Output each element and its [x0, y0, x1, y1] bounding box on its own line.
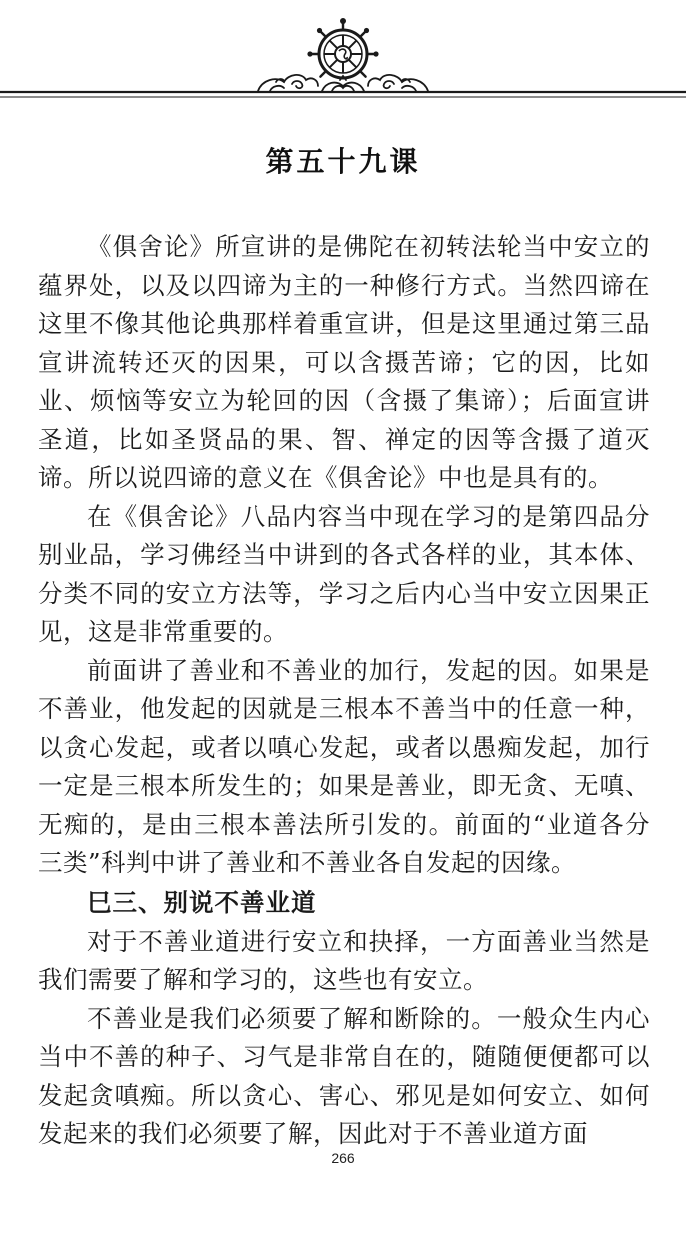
page-body: [38, 228, 650, 1154]
body-paragraph: 不善业是我们必须要了解和断除的。一般众生内心当中不善的种子、习气是非常自在的，随随便便都可以发起贪嗔痴。所以贪心、害心、邪见是如何安立、如何发起来的我们必须要了解，因此对于不善业道方面: [38, 1003, 650, 1148]
body-paragraph: 在《俱舍论》八品内容当中现在学习的是第四品分别业品，学习佛经当中讲到的各式各样的业，其本体、分类不同的安立方法等，学习之后内心当中安立因果正见，这是非常重要的。: [38, 501, 650, 646]
page-number: 266: [331, 1150, 355, 1166]
left-cloud-scroll-icon: [258, 75, 318, 91]
page-title: 第五十九课: [265, 145, 421, 178]
header-rule-lines: [0, 92, 686, 97]
right-cloud-scroll-icon: [368, 75, 428, 91]
body-paragraph: 对于不善业道进行安立和抉择，一方面善业当然是我们需要了解和学习的，这些也有安立。: [38, 926, 650, 994]
section-heading: 巳三、别说不善业道: [87, 887, 317, 917]
body-paragraph: 前面讲了善业和不善业的加行，发起的因。如果是不善业，他发起的因就是三根本不善当中的任意一种，以贪心发起，或者以嗔心发起，或者以愚痴发起，加行一定是三根本所发生的；如果是善业，即无贪、无嗔、无痴的，是由三根本善法所引发的。前面的“业道各分三类”科判中讲了善业和不善业各自发起的因缘。: [38, 655, 650, 877]
dharma-wheel-icon: [307, 18, 378, 78]
header-ornament: [0, 14, 686, 104]
body-paragraph: 《俱舍论》所宣讲的是佛陀在初转法轮当中安立的蕴界处，以及以四谛为主的一种修行方式。当然四谛在这里不像其他论典那样着重宣讲，但是这里通过第三品宣讲流转还灭的因果，可以含摄苦谛；它的因，比如业、烦恼等安立为轮回的因（含摄了集谛）；后面宣讲圣道，比如圣贤品的果、智、禅定的因等含摄了道灭谛。所以说四谛的意义在《俱舍论》中也是具有的。: [38, 232, 650, 492]
